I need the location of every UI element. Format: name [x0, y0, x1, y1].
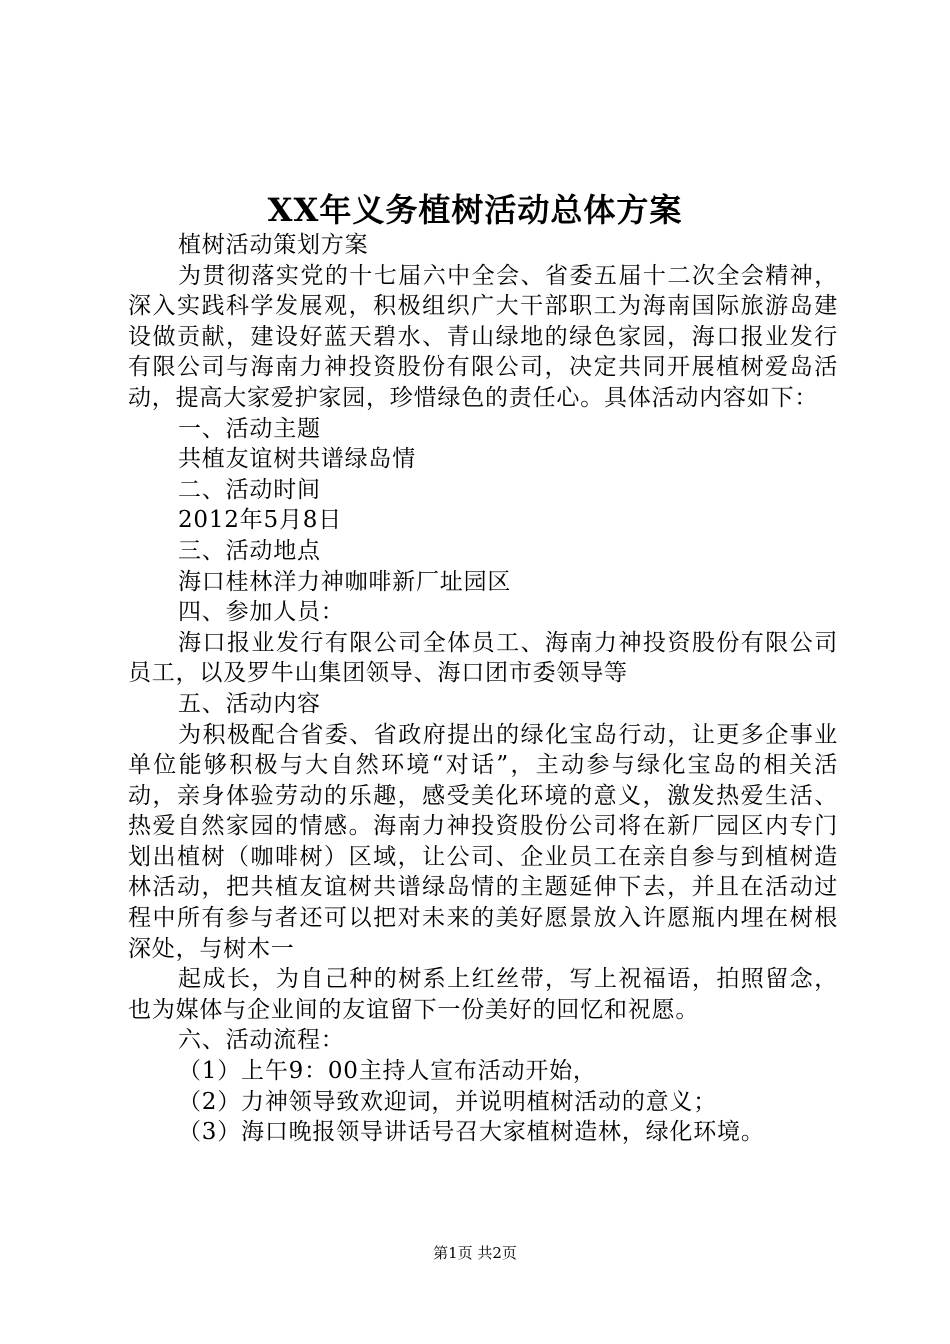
- heading-content: 五、活动内容: [178, 690, 321, 717]
- paragraph-intro: 为贯彻落实党的十七届六中全会、省委五届十二次全会精神，深入实践科学发展观，积极组织广大干部职工为海南国际旅游岛建设做贡献，建设好蓝天碧水、青山绿地的绿色家园，海口报业发行有限公司与海南力神投资股份有限公司，决定共同开展植树爱岛活动，提高大家爱护家园，珍惜绿色的责任心。具体活动内容如下：: [128, 262, 838, 411]
- page-footer: 第1页 共2页: [433, 1244, 517, 1262]
- paragraph-content-continued: 起成长，为自己种的树系上红丝带，写上祝福语，拍照留念，也为媒体与企业间的友谊留下一份美好的回忆和祝愿。: [128, 966, 838, 1023]
- paragraph-content: 为积极配合省委、省政府提出的绿化宝岛行动，让更多企事业单位能够积极与大自然环境“对话”，主动参与绿化宝岛的相关活动，亲身体验劳动的乐趣，感受美化环境的意义，激发热爱生活、热爱自然家园的情感。海南力神投资股份公司将在新厂园区内专门划出植树（咖啡树）区域，让公司、企业员工在亲自参与到植树造林活动，把共植友谊树共谱绿岛情的主题延伸下去，并且在活动过程中所有参与者还可以把对未来的美好愿景放入许愿瓶内埋在树根深处，与树木一: [128, 721, 838, 962]
- paragraph-theme: 共植友谊树共谱绿岛情: [178, 446, 416, 473]
- heading-participants: 四、参加人员：: [178, 599, 345, 626]
- heading-location: 三、活动地点: [178, 537, 321, 564]
- document-body: [128, 230, 838, 1148]
- process-step-1: （1）上午9：00主持人宣布活动开始，: [178, 1058, 597, 1085]
- document-title: XX年义务植树活动总体方案: [267, 191, 683, 229]
- process-step-3: （3）海口晚报领导讲话号召大家植树造林，绿化环境。: [178, 1119, 765, 1146]
- process-step-2: （2）力神领导致欢迎词，并说明植树活动的意义；: [178, 1088, 718, 1115]
- heading-theme: 一、活动主题: [178, 415, 321, 442]
- paragraph-subtitle: 植树活动策划方案: [178, 232, 369, 258]
- heading-time: 二、活动时间: [178, 476, 321, 503]
- heading-process: 六、活动流程：: [178, 1027, 345, 1054]
- paragraph-time: 2012年5月8日: [178, 507, 342, 534]
- paragraph-participants: 海口报业发行有限公司全体员工、海南力神投资股份有限公司员工，以及罗牛山集团领导、海口团市委领导等: [128, 629, 838, 687]
- paragraph-location: 海口桂林洋力神咖啡新厂址园区: [178, 568, 512, 595]
